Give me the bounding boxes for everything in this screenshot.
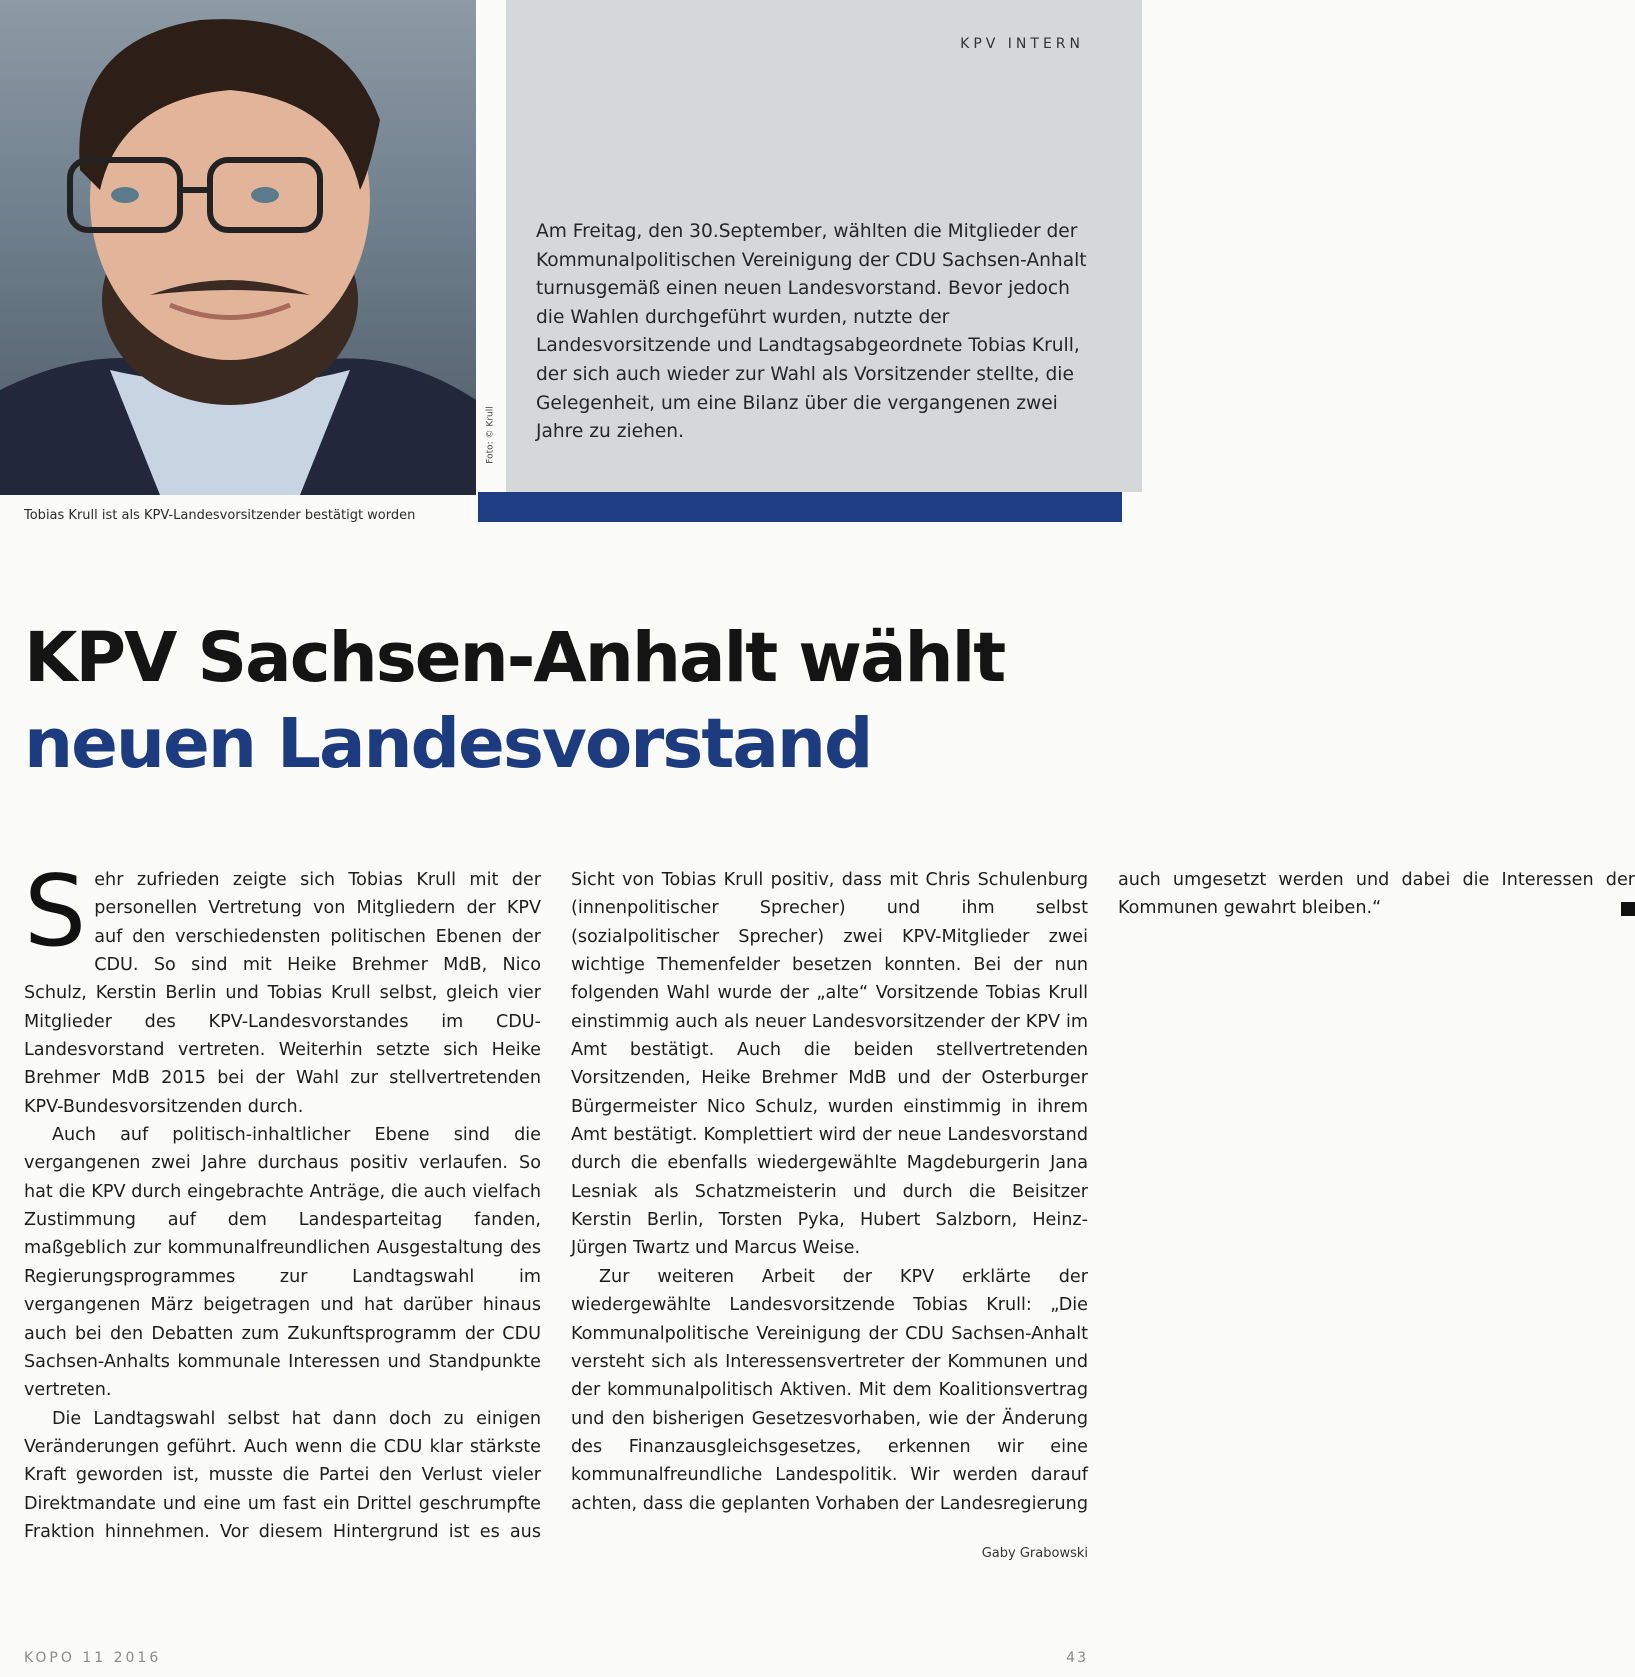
photo-caption: Tobias Krull ist als KPV-Landesvorsitzender bestätigt worden [24, 508, 416, 523]
article-paragraph-1 [24, 855, 541, 1121]
article-headline [24, 615, 1124, 787]
portrait-icon [0, 0, 476, 495]
paragraph-4-text: Zur weiteren Arbeit der KPV erklärte der wiedergewählte Landesvorsitzende Tobias Krull: „Die Kommunalpolitische Vereinigung der CDU Sachsen-Anhalt versteht sich als Interessensvertreter der Kommunen und der kommunalpolitisch Aktiven. Mit dem Koalitionsvertrag und den bisherigen Gesetzesvorhaben, wie der Änderung des Finanzausgleichsgesetzes, erkennen wir eine kommunalfreundliche Landespolitik. Wir werden darauf achten, dass die geplanten Vorhaben der Landesregierung auch umgesetzt werden und dabei die Interessen der Kommunen gewahrt bleiben.“ [571, 870, 1635, 1514]
headline-line-2: neuen Landesvorstand [24, 704, 872, 784]
footer-issue: KOPO 11 2016 [24, 1650, 162, 1666]
section-label: KPV INTERN [960, 36, 1084, 52]
end-of-article-mark [1621, 902, 1635, 916]
drop-cap: S [24, 855, 87, 969]
article-body [24, 855, 1635, 1566]
photo-credit: Foto: © Krull [486, 406, 496, 464]
paragraph-1-text: ehr zufrieden zeigte sich Tobias Krull mit der personellen Vertretung von Mitgliedern der KPV auf den verschiedensten politischen Ebenen der CDU. So sind mit Heike Brehmer MdB, Nico Schulz, Kerstin Berlin und Tobias Krull selbst, gleich vier Mitglieder des KPV-Landesvorstandes im CDU-Landesvorstand vertreten. Weiterhin setzte sich Heike Brehmer MdB 2015 bei der Wahl zur stellvertretenden KPV-Bundesvorsitzenden durch. [24, 870, 541, 1117]
portrait-photo [0, 0, 476, 495]
intro-text: Am Freitag, den 30.September, wählten die Mitglieder der Kommunalpolitischen Vereinigung der CDU Sachsen-Anhalt turnusgemäß einen neuen Landesvorstand. Bevor jedoch die Wahlen durchgeführt wurden, nutzte der Landesvorsitzende und Landtagsabgeordnete Tobias Krull, der sich auch wieder zur Wahl als Vorsitzender stellte, die Gelegenheit, um eine Bilanz über die vergangenen zwei Jahre zu ziehen. [536, 221, 1087, 443]
accent-bar [478, 492, 1122, 522]
page-number: 43 [1066, 1650, 1088, 1666]
article-paragraph-3: Die Landtagswahl selbst hat dann doch zu einigen Veränderungen geführt. Auch wenn die CDU klar stärkste Kraft geworden ist, musste die Partei den Verlust vieler Direktmandate und eine um fast ein Drittel geschrumpfte Fraktion hinnehmen. Vor diesem Hintergrund ist es aus Sicht von Tobias Krull positiv, dass mit Chris Schulenburg (innenpolitischer Sprecher) und ihm selbst (sozialpolitischer Sprecher) zwei KPV-Mitglieder zwei wichtige Themenfelder besetzen konnten. Bei der nun folgenden Wahl wurde der „alte“ Vorsitzende Tobias Krull einstimmig auch als neuer Landesvorsitzender der KPV im Amt bestätigt. Auch die beiden stellvertretenden Vorsitzenden, Heike Brehmer MdB und der Osterburger Bürgermeister Nico Schulz, wurden einstimmig in ihrem Amt bestätigt. Komplettiert wird der neue Landesvorstand durch die ebenfalls wiedergewählte Magdeburgerin Jana Lesniak als Schatzmeisterin und durch die Beisitzer Kerstin Berlin, Torsten Pyka, Hubert Salzborn, Heinz-Jürgen Twartz und Marcus Weise. [24, 870, 1088, 1542]
article-paragraph-2: Auch auf politisch-inhaltlicher Ebene sind die vergangenen zwei Jahre durchaus positiv verlaufen. So hat die KPV durch eingebrachte Anträge, die auch vielfach Zustimmung auf dem Landesparteitag fanden, maßgeblich zur kommunalfreundlichen Ausgestaltung des Regierungsprogrammes zur Landtagswahl im vergangenen März beigetragen und hat darüber hinaus auch bei den Debatten zum Zukunftsprogramm der CDU Sachsen-Anhalts kommunale Interessen und Standpunkte vertreten. [24, 1125, 541, 1401]
article-author: Gaby Grabowski [981, 1546, 1088, 1561]
intro-box [506, 0, 1142, 492]
headline-line-1: KPV Sachsen-Anhalt wählt [24, 618, 1005, 698]
